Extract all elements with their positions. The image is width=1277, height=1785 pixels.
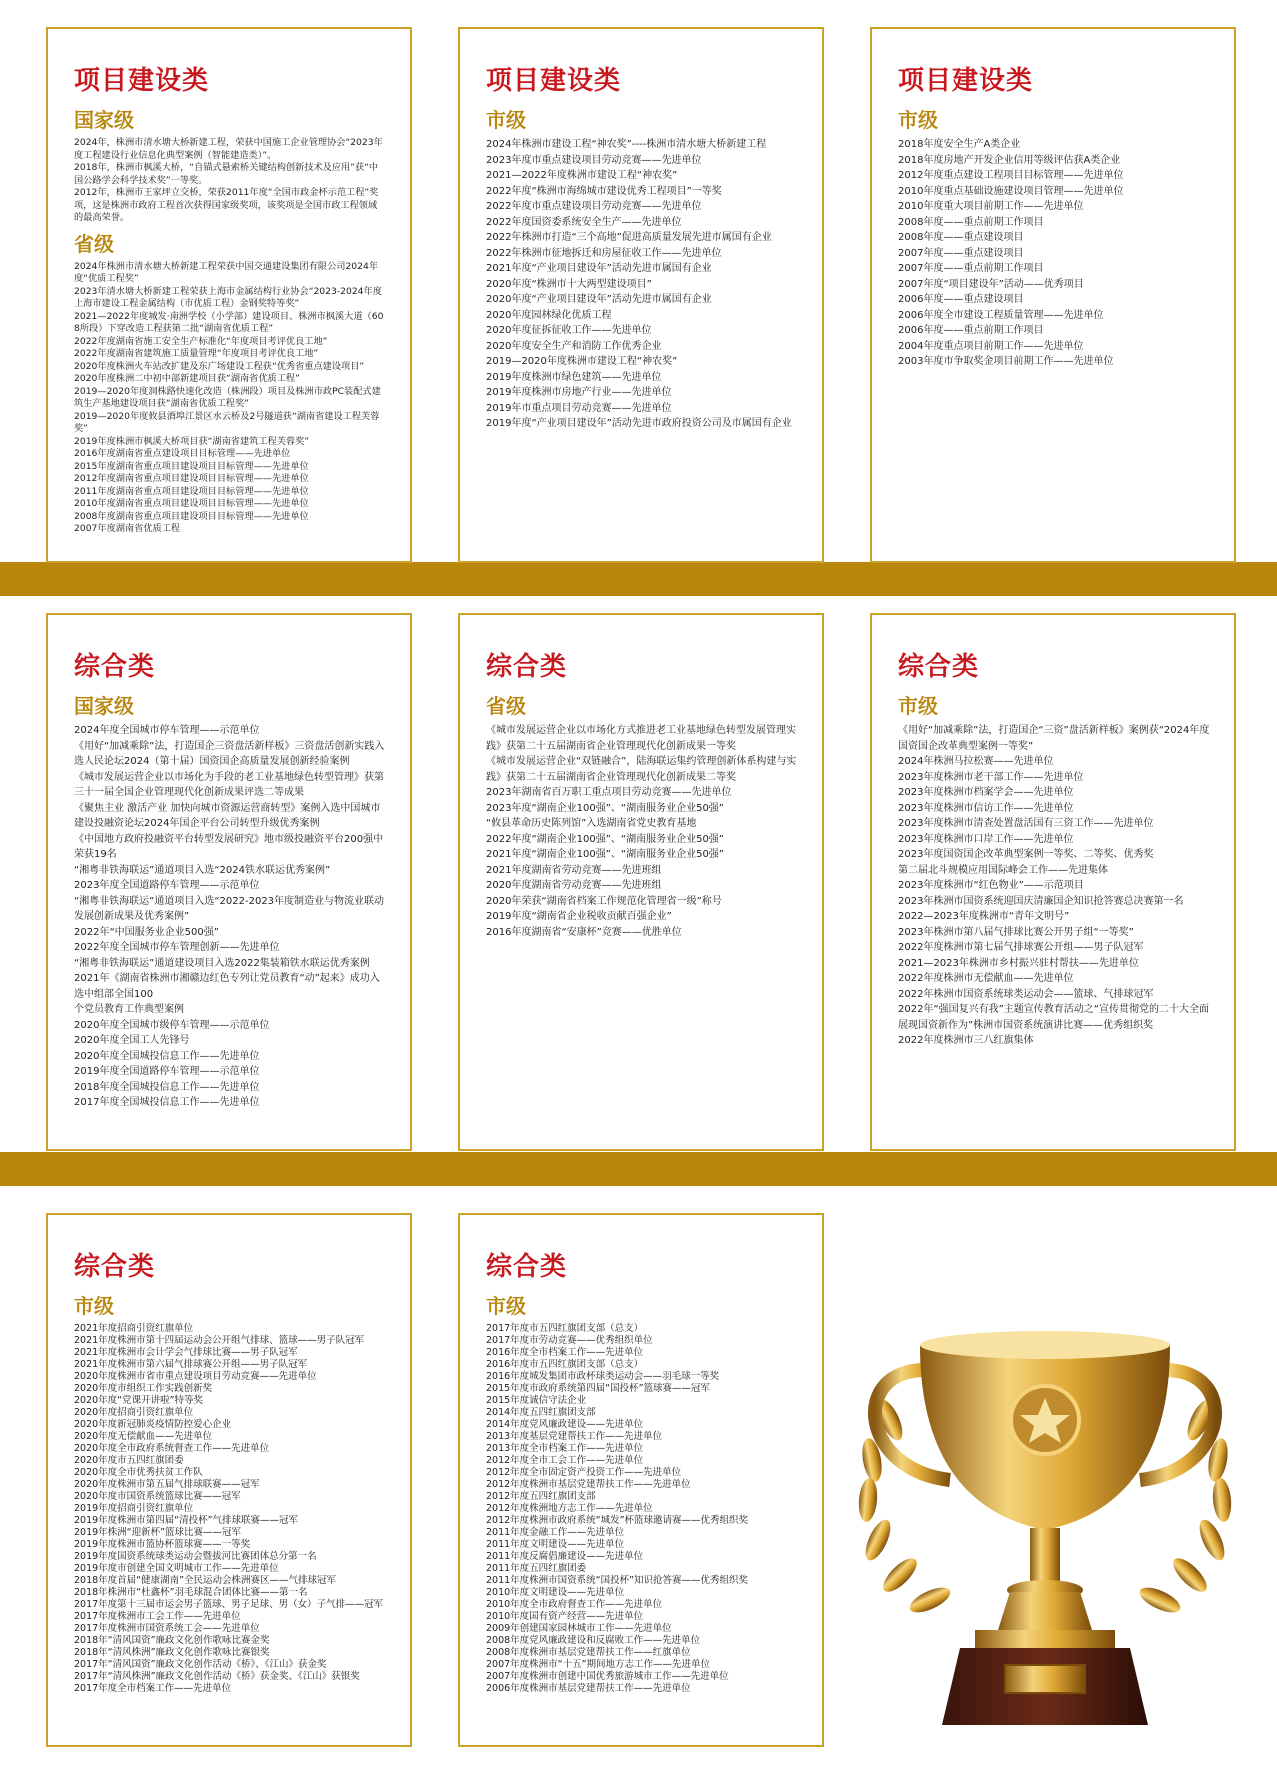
award-item: 2019年度市创建全国文明城市工作——先进单位 (74, 1563, 279, 1574)
award-item: 2017年度第十三届市运会男子篮球、男子足球、男（女）子气排——冠军 (74, 1599, 384, 1610)
award-item: 2008年度——重点建设项目 (898, 232, 1024, 243)
award-item: 2023年清水塘大桥新建工程荣获上海市金属结构行业协会“2023-2024年度上海市建设工程金属结构（市优质工程）金钢奖特等奖” (74, 285, 382, 309)
award-item: 2021年度株洲市第六届气排球赛公开组——男子队冠军 (74, 1359, 308, 1370)
award-item: 2019年度“湖南省企业税收贡献百强企业” (486, 911, 672, 922)
award-item: 2022年“中国服务业企业500强” (74, 926, 219, 938)
award-item: 2012年度湖南省重点项目建设项目目标管理——先进单位 (74, 473, 309, 484)
award-item: 2019年度“产业项目建设年”活动先进市政府投资公司及市属国有企业 (486, 418, 792, 429)
award-item: 2023年株洲市国资系统迎国庆清廉国企知识抢答赛总决赛第一名 (898, 895, 1184, 907)
award-item: 2019年度株洲市篮协杯篮球赛——一等奖 (74, 1539, 251, 1550)
award-item: 2020年度市国资系统篮球比赛——冠军 (74, 1491, 241, 1502)
award-item: 2011年度反腐倡廉建设——先进单位 (486, 1551, 644, 1562)
award-item: 2022年度国资委系统安全生产——先进单位 (486, 216, 682, 228)
award-item: 2021年度“产业项目建设年”活动先进市属国有企业 (486, 263, 712, 274)
award-item: 2017年度全市档案工作——先进单位 (74, 1683, 232, 1694)
award-item: 2018年度全国城投信息工作——先进单位 (74, 1081, 260, 1093)
award-item: 2006年度全市建设工程质量管理——先进单位 (898, 309, 1104, 321)
award-item: 2010年度全市政府督查工作——先进单位 (486, 1599, 663, 1610)
award-item: 2022年度湖南省建筑施工质量管理“年度项目考评优良工地” (74, 348, 319, 359)
card-general-provincial (458, 613, 824, 1151)
award-item: 2010年度国有资产经营——先进单位 (486, 1611, 644, 1622)
award-item: 《用好“加减乘除”法，打造国企三资盘活新样板》三资盘活创新实践入选人民论坛2024（第十届）国资国企高质量发展创新经验案例 (74, 740, 385, 767)
award-item: 2023年度株洲市老干部工作——先进单位 (898, 771, 1084, 783)
award-item: 2022年度株洲市三八红旗集体 (898, 1035, 1034, 1046)
award-item: 2022年株洲市打造“三个高地”促进高质量发展先进市属国有企业 (486, 232, 772, 243)
award-item: 2020年度全国城投信息工作——先进单位 (74, 1050, 260, 1062)
award-item: 2021年度株洲市第十四届运动会公开组气排球、篮球——男子队冠军 (74, 1335, 365, 1346)
award-item: 2018年株洲市“杜鑫杯”羽毛球混合团体比赛——第一名 (74, 1587, 308, 1598)
award-item: 2009年创建国家园林城市工作——先进单位 (486, 1623, 672, 1634)
card-project-city-1 (458, 27, 824, 563)
award-item: 2007年度——重点建设项目 (898, 247, 1024, 259)
award-item: 2024年株洲市建设工程“神农奖”----株洲市清水塘大桥新建工程 (486, 139, 767, 150)
award-item: 2021年度招商引资红旗单位 (74, 1323, 194, 1334)
card-title: 综合类 (486, 652, 568, 682)
award-item: 2006年度——重点建设项目 (898, 294, 1024, 305)
award-item: 2020年度株洲市第五届气排球联赛——冠军 (74, 1479, 260, 1490)
award-item: 2013年度基层党建帮扶工作——先进单位 (486, 1431, 663, 1442)
award-item: 2022—2023年度株洲市“青年文明号” (898, 911, 1070, 922)
award-item: 2008年度——重点前期工作项目 (898, 216, 1044, 228)
award-item: 2010年度湖南省重点项目建设项目目标管理——先进单位 (74, 498, 309, 509)
award-item: 2020年度全国城市级停车管理——示范单位 (74, 1019, 270, 1031)
award-list (74, 261, 386, 536)
award-item: 2011年度文明建设——先进单位 (486, 1539, 625, 1550)
card-general-city-3 (458, 1213, 824, 1747)
award-item: 2023年度全国道路停车管理——示范单位 (74, 880, 260, 891)
award-item: 2008年度株洲市基层党建帮扶工作——红旗单位 (486, 1647, 691, 1658)
section-title-city: 市级 (898, 694, 938, 718)
section-title-national: 国家级 (74, 694, 134, 718)
award-item: “攸县革命历史陈列馆”入选湖南省党史教育基地 (486, 818, 697, 829)
award-item: 2018年度房地产开发企业信用等级评估获A类企业 (898, 154, 1121, 166)
award-item: 2024年株洲市清水塘大桥新建工程荣获中国交通建设集团有限公司2024年度“优质工程奖” (74, 260, 379, 284)
award-list (898, 137, 1210, 370)
award-item: 2012年度株洲市基层党建帮扶工作——先进单位 (486, 1479, 691, 1490)
card-title: 综合类 (898, 652, 980, 682)
award-item: 2012年，株洲市王家坪立交桥，荣获2011年度“全国市政金杯示范工程”奖项，这是株洲市政府工程首次获得国家级奖项，该奖项是全国市政工程领域的最高荣誉。 (74, 187, 379, 223)
award-item: 2015年度湖南省重点项目建设项目目标管理——先进单位 (74, 460, 309, 472)
award-item: 2018年“清风株洲”廉政文化创作歌咏比赛银奖 (74, 1647, 270, 1658)
award-item: 2020年度市组织工作实践创新奖 (74, 1383, 213, 1394)
award-item: 2023年度株洲市信访工作——先进单位 (898, 802, 1074, 814)
award-item: 2017年度株洲市国资系统工会——先进单位 (74, 1623, 260, 1634)
award-item: 2023年度株洲市“红色物业”——示范项目 (898, 880, 1084, 891)
award-item: “湘粤非铁海联运”通道项目入选“2022-2023年度制造业与物流业联动发展创新成果及优秀案例” (74, 895, 385, 922)
card-general-city-2 (46, 1213, 412, 1747)
award-item: 2016年度全市档案工作——先进单位 (486, 1347, 644, 1358)
award-item: 2021年度湖南省劳动竞赛——先进班组 (486, 864, 662, 876)
card-title: 综合类 (74, 1252, 156, 1282)
award-item: 2020年度招商引资红旗单位 (74, 1407, 194, 1418)
award-item: 2020年荣获“湖南省档案工作规范化管理省一级”称号 (486, 895, 722, 907)
award-item: 2023年株洲市第八届气排球比赛公开男子组“一等奖” (898, 926, 1134, 938)
award-item: “湘粤非铁海联运”通道项目入选“2024铁水联运优秀案例” (74, 864, 331, 876)
award-list (486, 723, 798, 940)
award-item: 《用好“加减乘除”法，打造国企“三资”盘活新样板》案例获“2024年度国资国企改革典型案例一等奖” (898, 725, 1210, 752)
award-item: “湘粤非铁海联运”通道建设项目入选2022集装箱铁水联运优秀案例 (74, 957, 370, 969)
award-item: 2003年度市争取奖金项目前期工作——先进单位 (898, 356, 1114, 367)
award-item: 2022年株洲市征地拆迁和房屋征收工作——先进单位 (486, 247, 722, 259)
award-item: 2007年度“项目建设年”活动——优秀项目 (898, 278, 1084, 290)
award-list (898, 723, 1210, 1049)
award-item: 2014年度五四红旗团支部 (486, 1407, 596, 1418)
award-item: 第二届北斗规模应用国际峰会工作——先进集体 (898, 864, 1108, 876)
award-item: 2012年度株洲市政府系统“城发”杯篮球邀请赛——优秀组织奖 (486, 1515, 749, 1526)
award-item: 2020年度全市政府系统督查工作——先进单位 (74, 1443, 270, 1454)
section-title-city: 市级 (486, 108, 526, 132)
card-general-city-1 (870, 613, 1236, 1151)
award-item: 2007年度——重点前期工作项目 (898, 263, 1044, 274)
award-item: 2019—2020年度株洲市建设工程“神农奖” (486, 356, 678, 367)
award-item: 2018年，株洲市枫溪大桥，“自锚式悬索桥关键结构创新技术及应用”获“中国公路学会科学技术奖”一等奖。 (74, 162, 379, 186)
card-title: 项目建设类 (486, 66, 622, 96)
award-item: 2023年度国资国企改革典型案例一等奖、二等奖、优秀奖 (898, 849, 1154, 860)
award-item: 2011年度金融工作——先进单位 (486, 1527, 625, 1538)
award-item: 2014年度党风廉政建设——先进单位 (486, 1419, 644, 1430)
award-item: 2019年度株洲市枫溪大桥项目获“湖南省建筑工程芙蓉奖” (74, 435, 310, 447)
award-item: 《聚焦主业 激活产业 加快向城市资源运营商转型》案例入选中国城市建设投融资论坛2024年国企平台公司转型升级优秀案例 (74, 802, 381, 829)
trophy-illustration (830, 1300, 1260, 1740)
award-item: 2022年度株洲市无偿献血——先进单位 (898, 973, 1074, 984)
award-item: 2024年度全国城市停车管理——示范单位 (74, 725, 260, 736)
section-title-city: 市级 (898, 108, 938, 132)
award-item: 2020年度全市优秀扶贫工作队 (74, 1467, 203, 1478)
award-item: 2020年度园林绿化优质工程 (486, 309, 612, 321)
award-item: 2019年度国资系统球类运动会暨拔河比赛团体总分第一名 (74, 1551, 317, 1562)
award-list (74, 1323, 386, 1695)
award-item: 2017年度市劳动竞赛——优秀组织单位 (486, 1335, 653, 1346)
award-item: 2022年度株洲市第七届气排球赛公开组——男子队冠军 (898, 942, 1144, 953)
award-list (74, 723, 386, 1111)
award-item: 2021年度株洲市会计学会气排球比赛——男子队冠军 (74, 1347, 298, 1358)
award-item: 2024年，株洲市清水塘大桥新建工程，荣获中国施工企业管理协会“2023年度工程建设行业信息化典型案例（智能建造类）”。 (74, 137, 383, 161)
award-item: 2022年株洲市国资系统球类运动会——篮球、气排球冠军 (898, 988, 1154, 1000)
award-item: 2011年度湖南省重点项目建设项目目标管理——先进单位 (74, 485, 309, 497)
section-title-national: 国家级 (74, 108, 134, 132)
award-item: 2010年度重大项目前期工作——先进单位 (898, 201, 1084, 212)
award-item: 2022年“强国复兴有我”主题宣传教育活动之“宣传贯彻党的二十大全面展现国资新作为”株洲市国资系统演讲比赛——优秀组织奖 (898, 1004, 1209, 1031)
award-item: 2012年度重点建设工程项目目标管理——先进单位 (898, 170, 1124, 181)
award-item: 2008年度湖南省重点项目建设项目目标管理——先进单位 (74, 510, 309, 522)
section-title-provincial: 省级 (74, 231, 114, 256)
award-item: 2004年度重点项目前期工作——先进单位 (898, 340, 1084, 352)
award-item: 2020年度市五四红旗团委 (74, 1455, 184, 1466)
award-item: 2012年度株洲地方志工作——先进单位 (486, 1503, 653, 1514)
card-title: 综合类 (486, 1252, 568, 1282)
award-item: 2020年度株洲市省市重点建设项目劳动竞赛——先进单位 (74, 1371, 317, 1382)
award-item: 2022年度湖南省施工安全生产标准化“年度项目考评优良工地” (74, 335, 328, 347)
card-general-national (46, 613, 412, 1151)
award-list (74, 137, 386, 225)
award-item: 2020年度无偿献血——先进单位 (74, 1431, 213, 1442)
card-project-national-provincial (46, 27, 412, 563)
award-item: 2018年“清风国资”廉政文化创作歌咏比赛金奖 (74, 1635, 270, 1646)
award-item: 2012年度全市工会工作——先进单位 (486, 1455, 644, 1466)
award-item: 2017年“清风国资”廉政文化创作活动《桥》、《江山》获金奖 (74, 1659, 327, 1670)
award-item: 2017年度市五四红旗团支部（总支） (486, 1323, 644, 1334)
award-item: 2019年株洲“迎新杯”篮球比赛——冠军 (74, 1527, 242, 1538)
award-item: 2020年度“株洲市十大两型建设项目” (486, 278, 652, 290)
award-item: 《城市发展运营企业以市场化为手段的老工业基地绿色转型管理》获第三十一届全国企业管理现代化创新成果评选二等成果 (74, 771, 384, 798)
card-title: 项目建设类 (74, 66, 210, 96)
award-item: 2020年度株洲火车站改扩建及东广场建设工程获“优秀省重点建设项目” (74, 360, 365, 372)
award-item: 2006年度——重点前期工作项目 (898, 325, 1044, 336)
award-item: 2007年度湖南省优质工程 (74, 523, 181, 534)
section-title-provincial: 省级 (486, 694, 526, 718)
award-item: 2021—2022年度城发·南洲学校（小学部）建设项目、株洲市枫溪大道（608所段）下穿改造工程获第二批“湖南省优质工程” (74, 310, 384, 334)
award-item: 2019年度株洲市房地产行业——先进单位 (486, 387, 672, 398)
award-item: 2018年度安全生产A类企业 (898, 139, 1021, 150)
award-item: 2007年度株洲市创建中国优秀旅游城市工作——先进单位 (486, 1671, 729, 1682)
award-item: 2011年度株洲市国资系统“国投杯”知识抢答赛——优秀组织奖 (486, 1575, 749, 1586)
award-item: 2020年度新冠肺炎疫情防控爱心企业 (74, 1419, 232, 1430)
card-title: 项目建设类 (898, 66, 1034, 96)
award-item: 2019年市重点项目劳动竞赛——先进单位 (486, 402, 672, 414)
award-item: 2020年度株洲二中初中部新建项目获“湖南省优质工程” (74, 373, 300, 384)
award-item: 2021—2022年度株洲市建设工程“神农奖” (486, 170, 678, 181)
award-item: 2022年度全国城市停车管理创新——先进单位 (74, 942, 280, 953)
award-item: 2023年湖南省百万职工重点项目劳动竞赛——先进单位 (486, 787, 732, 798)
award-item: 2008年度党风廉政建设和反腐败工作——先进单位 (486, 1635, 701, 1646)
divider-band-1 (0, 562, 1277, 596)
award-item: 2016年度湖南省“安康杯”竞赛——优胜单位 (486, 926, 682, 938)
award-item: 2017年度全国城投信息工作——先进单位 (74, 1097, 260, 1108)
award-item: 2016年度市五四红旗团支部（总支） (486, 1359, 644, 1370)
award-item: 2007年度株洲市“十五”期间地方志工作——先进单位 (486, 1659, 711, 1670)
award-item: 2022年度“株洲市海绵城市建设优秀工程项目”一等奖 (486, 185, 722, 197)
card-project-city-2 (870, 27, 1236, 563)
award-item: 2011年度五四红旗团委 (486, 1563, 587, 1574)
award-item: 2024年株洲马拉松赛——先进单位 (898, 756, 1054, 767)
award-item: 2019—2020年度攸县酒埠江景区水云桥及2号隧道获“湖南省建设工程芙蓉奖” (74, 410, 380, 434)
award-item: 2022年度“湖南企业100强”、“湖南服务业企业50强” (486, 833, 724, 845)
award-item: 《中国地方政府投融资平台转型发展研究》地市级投融资平台200强中荣获19名 (74, 833, 384, 860)
award-item: 2020年度湖南省劳动竞赛——先进班组 (486, 880, 662, 891)
award-item: 2021—2023年株洲市乡村振兴驻村帮扶——先进单位 (898, 957, 1139, 969)
award-item: 2006年度株洲市基层党建帮扶工作——先进单位 (486, 1683, 691, 1694)
award-item: 2021年《湖南省株洲市湘赣边红色专列让党员教育“动”起来》成功入选中组部全国100 (74, 973, 380, 1000)
award-item: 2017年“清风株洲”廉政文化创作活动《桥》获金奖、《江山》获银奖 (74, 1671, 360, 1682)
award-item: 2013年度全市档案工作——先进单位 (486, 1443, 644, 1454)
award-item: 2023年度株洲市清查处置盘活国有三资工作——先进单位 (898, 818, 1154, 829)
award-item: 2016年度城发集团市政杯球类运动会——羽毛球一等奖 (486, 1371, 720, 1382)
award-item: 2019年度株洲市绿色建筑——先进单位 (486, 371, 662, 383)
award-item: 2023年度株洲市档案学会——先进单位 (898, 787, 1074, 798)
award-item: 2012年度全市固定资产投资工作——先进单位 (486, 1467, 682, 1478)
award-item: 2016年度湖南省重点建设项目目标管理——先进单位 (74, 448, 291, 459)
award-item: 2020年度“党课开讲啦”特等奖 (74, 1395, 204, 1406)
award-item: 2023年度“湖南企业100强”、“湖南服务业企业50强” (486, 802, 724, 814)
divider-band-2 (0, 1152, 1277, 1186)
award-item: 2015年度诚信守法企业 (486, 1395, 587, 1406)
award-item: 2010年度文明建设——先进单位 (486, 1587, 625, 1598)
award-item: 2018年度首届“健康湖南”全民运动会株洲赛区——气排球冠军 (74, 1575, 337, 1586)
section-title-city: 市级 (486, 1294, 526, 1318)
section-title-city: 市级 (74, 1294, 114, 1318)
award-item: 2019年度全国道路停车管理——示范单位 (74, 1066, 260, 1077)
award-item: 2020年度征拆征收工作——先进单位 (486, 325, 652, 336)
award-item: 2023年度株洲市口岸工作——先进单位 (898, 833, 1074, 845)
award-item: 2010年度重点基础设施建设项目管理——先进单位 (898, 185, 1124, 197)
award-item: 2020年度“产业项目建设年”活动先进市属国有企业 (486, 294, 712, 305)
award-item: 2020年度安全生产和消防工作优秀企业 (486, 340, 662, 352)
award-list (486, 1323, 798, 1695)
award-item: 2019年度招商引资红旗单位 (74, 1503, 194, 1514)
award-item: 2017年度株洲市工会工作——先进单位 (74, 1611, 241, 1622)
award-item: 2020年度全国工人先锋号 (74, 1035, 190, 1046)
award-list (486, 137, 798, 432)
card-title: 综合类 (74, 652, 156, 682)
award-item: 个党员教育工作典型案例 (74, 1004, 184, 1015)
award-item: 2023年度市重点建设项目劳动竞赛——先进单位 (486, 154, 702, 166)
award-item: 2012年度五四红旗团支部 (486, 1491, 596, 1502)
award-item: 2022年度市重点建设项目劳动竞赛——先进单位 (486, 201, 702, 212)
award-item: 2015年度市政府系统第四届“国投杯”篮球赛——冠军 (486, 1383, 711, 1394)
award-item: 2019年度株洲市第四届“清投杯”气排球联赛——冠军 (74, 1515, 299, 1526)
award-item: 《城市发展运营企业“双链融合”，陆海联运集约管理创新体系构建与实践》获第二十五届湖南省企业管理现代化创新成果二等奖 (486, 756, 797, 783)
award-item: 《城市发展运营企业以市场化方式推进老工业基地绿色转型发展管理实践》获第二十五届湖南省企业管理现代化创新成果一等奖 (486, 725, 796, 752)
award-item: 2021年度“湖南企业100强”、“湖南服务业企业50强” (486, 849, 724, 860)
award-item: 2019—2020年度洞株路快速化改造（株洲段）项目及株洲市政PC装配式建筑生产基地建设项目获“湖南省优质工程奖” (74, 385, 381, 409)
